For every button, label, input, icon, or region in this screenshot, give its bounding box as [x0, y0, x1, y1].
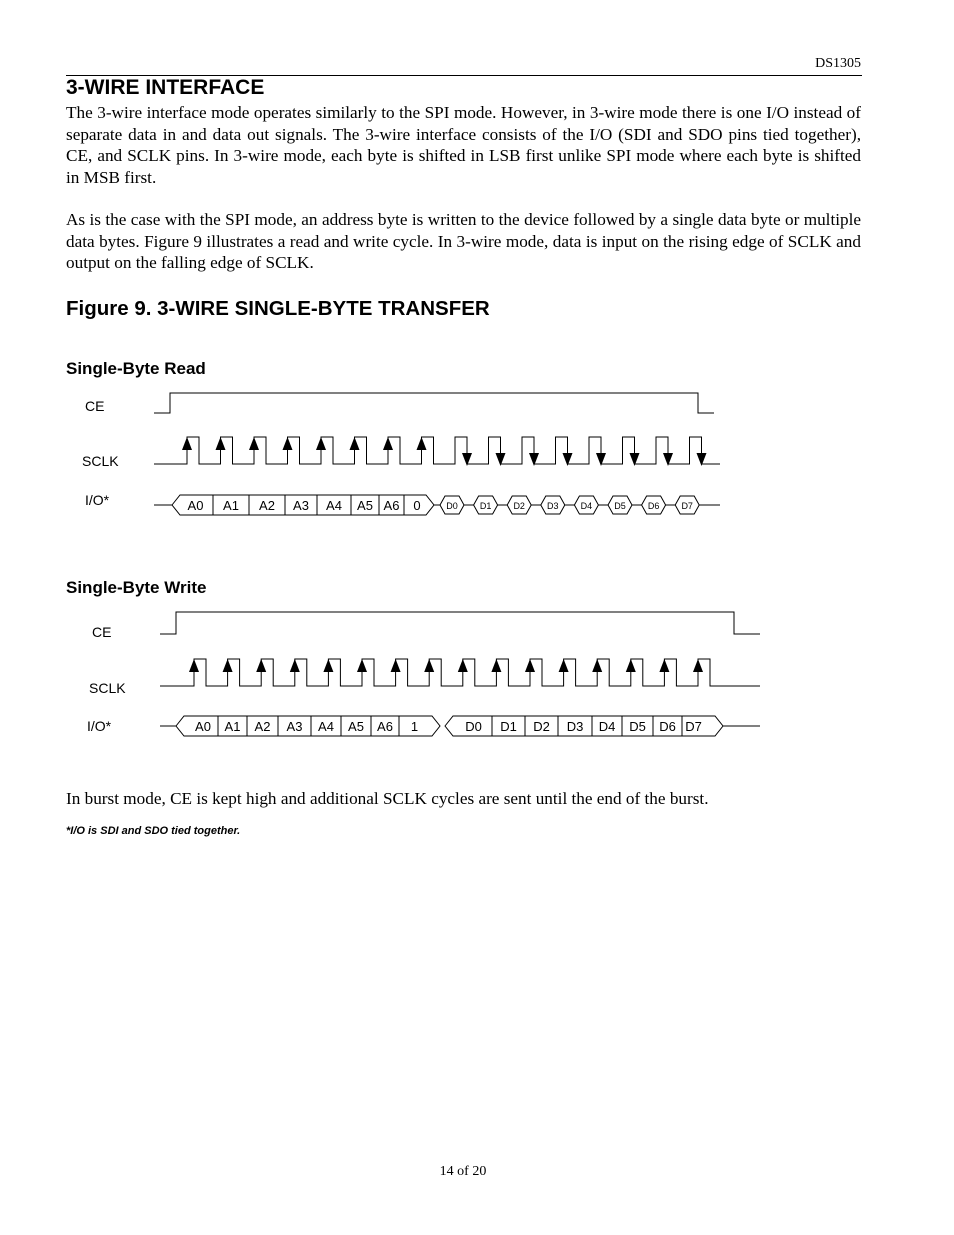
write-diagram-heading: Single-Byte Write [66, 578, 207, 597]
data-bit-label: D2 [533, 719, 550, 734]
rising-edge-arrow [223, 659, 233, 672]
data-bit-label: D4 [598, 719, 616, 734]
data-bit-label: D6 [647, 501, 660, 511]
data-bit-label: D7 [681, 501, 693, 511]
data-bit-label: D5 [614, 501, 626, 511]
figure-title: Figure 9. 3-WIRE SINGLE-BYTE TRANSFER [66, 297, 490, 320]
rising-edge-arrow [323, 659, 333, 672]
address-bit-label: A0 [195, 719, 211, 734]
data-bit-label: D6 [659, 719, 676, 734]
body-paragraph-1: The 3-wire interface mode operates similarly to the SPI mode. However, in 3-wire mode there is one I/O instead of separate data in and data out signals. The 3-wire interface consists of the I/O (SDI and SDO pins tied together), CE, and SCLK pins. In 3-wire mode, each byte is shifted in LSB first unlike SPI mode where each byte is shifted in MSB first. [66, 103, 861, 187]
data-bit-label: D2 [513, 501, 525, 511]
sclk-signal-label: SCLK [89, 680, 126, 696]
address-bit-label: 0 [413, 498, 421, 513]
rising-edge-arrow [525, 659, 535, 672]
address-bit-label: A4 [326, 498, 342, 513]
rising-edge-arrow [693, 659, 703, 672]
rising-edge-arrow [559, 659, 569, 672]
address-byte-frame [176, 716, 440, 736]
address-bit-label: A1 [223, 498, 239, 513]
address-bit-label: A5 [348, 719, 364, 734]
ce-signal-label: CE [92, 624, 112, 640]
document-id: DS1305 [815, 56, 861, 71]
rising-edge-arrow [592, 659, 602, 672]
data-bit-label: D4 [580, 501, 593, 511]
address-bit-label: A3 [293, 498, 309, 513]
io-signal-label: I/O* [87, 718, 112, 734]
address-bit-label: A0 [187, 498, 204, 513]
io-signal-label: I/O* [85, 492, 110, 508]
burst-mode-note: In burst mode, CE is kept high and additional SCLK cycles are sent until the end of the burst. [66, 789, 709, 808]
data-bit-label: D0 [446, 501, 458, 511]
rising-edge-arrow [189, 659, 199, 672]
address-bit-label: A1 [224, 719, 241, 734]
read-diagram-heading: Single-Byte Read [66, 359, 206, 378]
rising-edge-arrow [424, 659, 434, 672]
footnote: *I/O is SDI and SDO tied together. [66, 825, 241, 837]
address-bit-label: 1 [410, 719, 419, 734]
ce-waveform [160, 612, 760, 634]
data-bit-label: D1 [500, 719, 517, 734]
rising-edge-arrow [491, 659, 501, 672]
rising-edge-arrow [626, 659, 636, 672]
address-bit-label: A5 [357, 498, 373, 513]
data-bit-label: D5 [629, 719, 646, 734]
data-bit-label: D7 [685, 719, 702, 734]
data-bit-label: D3 [566, 719, 584, 734]
rising-edge-arrow [391, 659, 401, 672]
rising-edge-arrow [256, 659, 266, 672]
address-bit-label: A6 [383, 498, 400, 513]
body-paragraph-2: As is the case with the SPI mode, an address byte is written to the device followed by a single data byte or multiple data bytes. Figure 9 illustrates a read and write cycle. In 3-wire mode, data is input on the rising edge of SCLK and output on the falling edge of SCLK. [66, 210, 861, 273]
data-byte-frame [445, 716, 723, 736]
data-bit-label: D0 [465, 719, 482, 734]
address-bit-label: A6 [377, 719, 393, 734]
rising-edge-arrow [458, 659, 468, 672]
address-bit-label: A4 [318, 719, 334, 734]
ce-signal-label: CE [85, 398, 105, 414]
address-bit-label: A2 [259, 498, 275, 513]
data-bit-label: D1 [479, 501, 492, 511]
sclk-signal-label: SCLK [82, 453, 119, 469]
data-bit-label: D3 [547, 501, 559, 511]
sclk-waveform [160, 659, 760, 686]
page-number: 14 of 20 [439, 1164, 487, 1179]
section-title: 3-WIRE INTERFACE [66, 76, 265, 99]
rising-edge-arrow [659, 659, 669, 672]
rising-edge-arrow [357, 659, 367, 672]
rising-edge-arrow [290, 659, 300, 672]
address-bit-label: A2 [254, 719, 271, 734]
address-bit-label: A3 [286, 719, 303, 734]
